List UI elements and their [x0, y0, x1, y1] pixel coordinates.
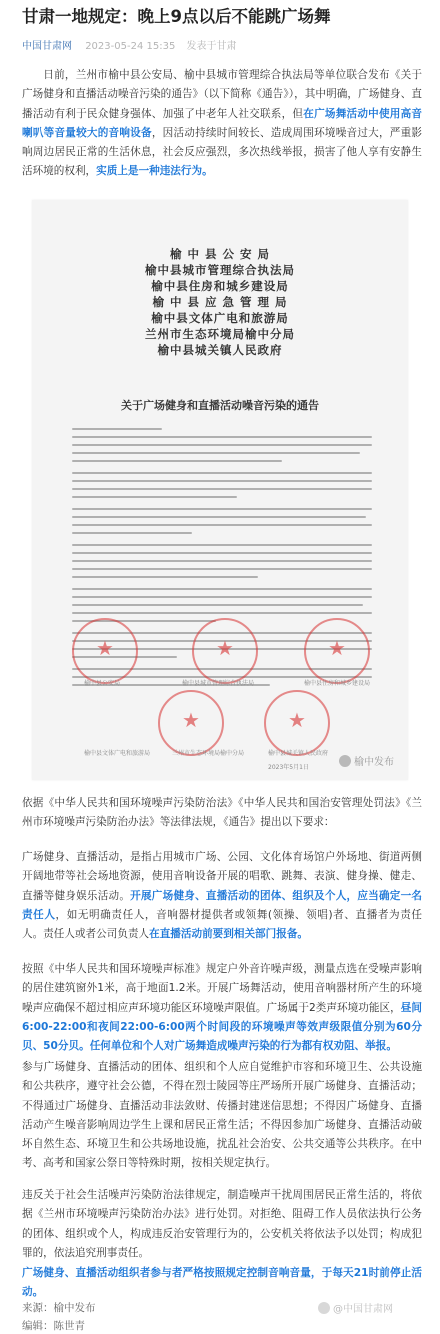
issuer: 榆中县城关镇人民政府	[157, 343, 283, 357]
issuer: 榆中县住房和城乡建设局	[151, 279, 289, 293]
signature-label: 榆中县公安局	[84, 680, 121, 687]
red-seal-icon: ★	[192, 618, 258, 684]
intro-highlight: 在广场舞活动中使用高音喇叭等音量较大的音响设备	[22, 107, 423, 139]
image-watermark: 榆中发布	[339, 753, 394, 768]
signature-label: 榆中县城市管理综合执法局	[182, 680, 255, 687]
footer-source: 来源：榆中发布	[22, 1302, 96, 1314]
law-basis-paragraph: 依据《中华人民共和国环境噪声污染防治法》《中华人民共和国治安管理处罚法》《兰州市环境噪声污染防治办法》等法律法规，《通告》提出以下要求：	[22, 797, 422, 829]
issuer: 兰州市生态环境局榆中分局	[145, 327, 295, 341]
rule-paragraph-1: 广场健身、直播活动，是指占用城市广场、公园、文化体育场馆户外场地、街道两侧开阔地带等社会场地资源，使用音响设备开展的唱歌、跳舞、表演、健身操、健走、直播等健身娱乐活动。开展广场健身、直播活动的团体、组织及个人，应当确定一名责任人，如无明确责任人，音响器材提供者或领舞(领操、领唱)者、直播者为责任人。责任人或者公司负责人在直播活动前要到相关部门报备。	[22, 851, 423, 941]
rule-paragraph-5: 广场健身、直播活动组织者参与者严格按照规定控制音响音量，于每天21时前停止活动。	[22, 1267, 422, 1299]
signature-label: 榆中县住房和城乡建设局	[304, 680, 371, 687]
signature-label: 榆中县文体广电和旅游局	[84, 750, 151, 757]
watermark-logo-icon	[339, 755, 351, 767]
rule-paragraph-2: 按照《中华人民共和国环境噪声标准》规定户外音许噪声级，测量点选在受噪声影响的居住建筑窗外1米，高于地面1.2米。开展广场舞活动，使用音响器材所产生的环境噪声应确保不超过相应声环境功能区环境噪声限值。广场属于2类声环境功能区，昼间6:00-22:00和夜间22:00-6:00两个时间段的环境噪声等效声级限值分别为60分贝、50分贝。任何单位和个人对广场舞造成噪声污染的行为都有权劝阻、举报。	[22, 963, 422, 1053]
signature-label: 榆中县城关镇人民政府	[268, 750, 329, 757]
article-title: 甘肃一地规定：晚上9点以后不能跳广场舞	[22, 7, 331, 26]
publish-place: 发表于甘肃	[186, 41, 237, 52]
article-meta	[22, 37, 245, 52]
issuer: 榆 中 县 应 急 管 理 局	[152, 295, 288, 309]
intro-highlight-2: 实质上是一种违法行为。	[96, 165, 213, 178]
notice-document-image	[32, 200, 408, 780]
footer-editor: 编辑：陈世青	[22, 1320, 85, 1332]
source-link[interactable]: 中国甘肃网	[22, 41, 72, 52]
document-notice-title: 关于广场健身和直播活动噪音污染的通告	[121, 399, 319, 412]
red-seal-icon: ★	[158, 690, 224, 756]
signature-label: 兰州市生态环境局榆中分局	[172, 750, 245, 757]
issuer: 榆中县城市管理综合执法局	[145, 263, 295, 277]
red-seal-icon: ★	[304, 618, 370, 684]
document-issuers	[32, 246, 408, 358]
issuer: 榆 中 县 公 安 局	[169, 247, 271, 261]
rule-paragraph-3: 参与广场健身、直播活动的团体、组织和个人应自觉维护市容和环境卫生、公共设施和公共秩序，遵守社会公德，不得在烈士陵园等庄严场所开展广场健身、直播活动；不得通过广场健身、直播活动非法敛财、传播封建迷信思想；不得因广场健身、直播活动产生噪音影响周边学生上课和居民正常生活；不得因参加广场健身、直播活动破坏自然生态、环境卫生和公共场地设施，扰乱社会治安、公共交通等公共秩序。在中考、高考和国家公祭日等特殊时期，按相关规定执行。	[22, 1061, 422, 1170]
rule-paragraph-4: 违反关于社会生活噪声污染防治法律规定，制造噪声干扰周围居民正常生活的，将依据《兰州市环境噪声污染防治办法》进行处罚。对拒绝、阻碍工作人员依法执行公务的团体、组织或个人，构成违反治安管理行为的，公安机关将依法予以处罚；构成犯罪的，依法追究刑事责任。	[22, 1189, 422, 1259]
document-date: 2023年5月1日	[268, 764, 309, 771]
weibo-watermark: @中国甘肃网	[318, 1300, 393, 1315]
intro-paragraph: 日前，兰州市榆中县公安局、榆中县城市管理综合执法局等单位联合发布《关于广场健身和直播活动噪音污染的通告》（以下简称《通告》），其中明确，广场健身、直播活动有利于民众健身强体、加强了中老年人社交联系，但在广场舞活动中使用高音喇叭等音量较大的音响设备，因活动持续时间较长、造成周围环境噪音过大，严重影响周边居民正常的生活休息，社会反应强烈，多次热线举报，损害了他人享有安静生活环境的权利，实质上是一种违法行为。	[22, 69, 423, 178]
red-seal-icon: ★	[264, 690, 330, 756]
publish-date: 2023-05-24 15:35	[85, 41, 176, 52]
red-seal-icon: ★	[72, 618, 138, 684]
weibo-logo-icon	[318, 1302, 330, 1314]
issuer: 榆中县文体广电和旅游局	[151, 311, 289, 325]
